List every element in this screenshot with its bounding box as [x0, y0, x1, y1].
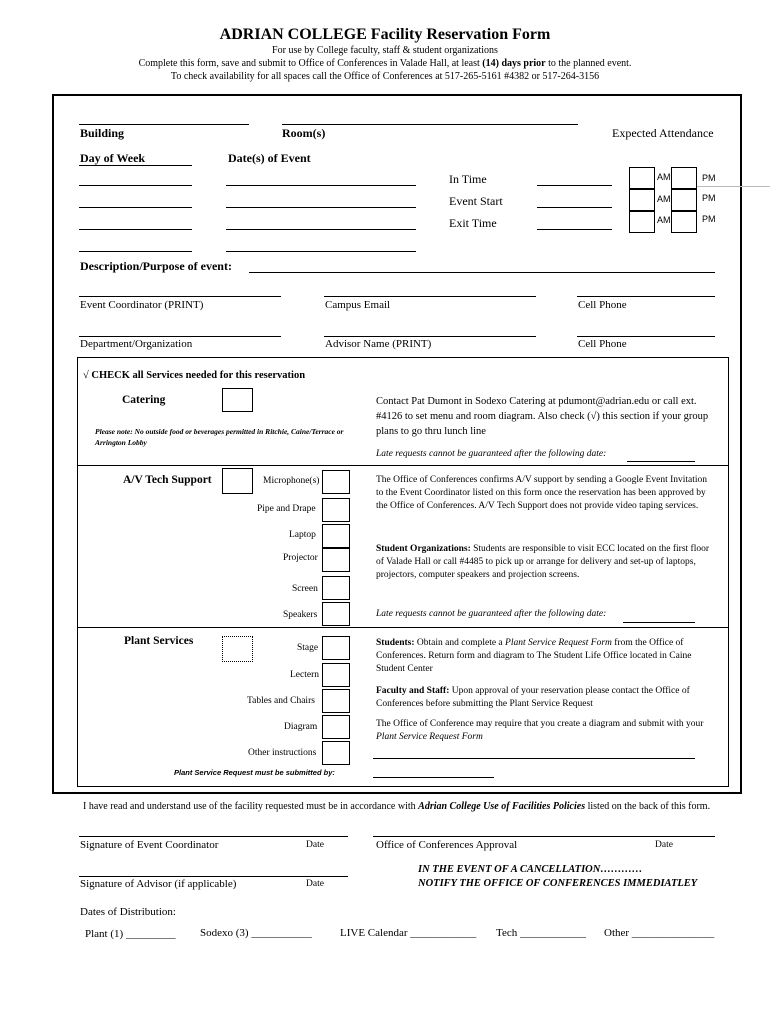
event-start-am-box[interactable] [629, 189, 655, 211]
date-field-2[interactable] [226, 207, 416, 208]
day-field-1[interactable] [79, 185, 192, 186]
office-approval-label: Office of Conferences Approval [376, 839, 518, 851]
plant-item-lectern: Lectern [290, 670, 320, 680]
av-item-microphones: Microphone(s) [263, 476, 320, 486]
plant-item-stage: Stage [297, 643, 319, 653]
day-field-2[interactable] [79, 207, 192, 208]
in-time-pm-box[interactable] [671, 167, 697, 189]
campus-email-field[interactable] [324, 296, 536, 297]
av-divider [77, 627, 729, 628]
in-time-am-box[interactable] [629, 167, 655, 189]
diagram-checkbox[interactable] [322, 715, 350, 739]
rooms-field[interactable] [282, 124, 578, 125]
cancellation-line-1: IN THE EVENT OF A CANCELLATION………… [418, 864, 643, 875]
exit-time-label: Exit Time [449, 216, 497, 230]
plant-item-tables-chairs: Tables and Chairs [247, 696, 315, 706]
dist-plant[interactable]: Plant (1) _________ [85, 928, 176, 940]
dist-sodexo[interactable]: Sodexo (3) ___________ [200, 927, 312, 939]
campus-email-label: Campus Email [325, 299, 391, 311]
tables-chairs-checkbox[interactable] [322, 689, 350, 713]
plant-checkbox[interactable] [222, 636, 253, 662]
projector-checkbox[interactable] [322, 548, 350, 572]
av-checkbox[interactable] [222, 468, 253, 494]
microphones-checkbox[interactable] [322, 470, 350, 494]
plant-item-other: Other instructions [248, 748, 317, 758]
department-label: Department/Organization [80, 338, 193, 350]
description-label: Description/Purpose of event: [80, 259, 232, 273]
av-late-note: Late requests cannot be guaranteed after the following date: [376, 609, 607, 619]
coordinator-signature-field[interactable] [79, 836, 348, 837]
event-start-pm-box[interactable] [671, 189, 697, 211]
plant-submit-date-field[interactable] [373, 777, 494, 778]
av-late-date-field[interactable] [623, 622, 695, 623]
catering-info: Contact Pat Dumont in Sodexo Catering at pdumont@adrian.edu or call ext. #4126 to set menu and room diagram. Also check (√) this section if your group plans to go thru lunch line [376, 396, 709, 437]
av-item-laptop: Laptop [289, 530, 316, 540]
day-underline [79, 165, 192, 166]
exit-time-pm-label: PM [702, 214, 716, 224]
coordinator-signature-label: Signature of Event Coordinator [80, 839, 219, 851]
av-label: A/V Tech Support [123, 474, 212, 486]
catering-label: Catering [122, 394, 166, 406]
advisor-signature-field[interactable] [79, 876, 348, 877]
day-field-4[interactable] [79, 251, 192, 252]
day-of-week-label: Day of Week [80, 151, 146, 165]
exit-time-am-box[interactable] [629, 211, 655, 233]
av-item-screen: Screen [292, 584, 318, 594]
plant-instructions-field[interactable] [373, 758, 695, 759]
acknowledgement: I have read and understand use of the facility requested must be in accordance with Adrian College Use of Facilities Policies listed on the back of this form. [83, 801, 711, 812]
office-date-label: Date [655, 840, 673, 850]
dates-distribution-label: Dates of Distribution: [80, 906, 176, 918]
department-field[interactable] [79, 336, 281, 337]
in-time-field[interactable] [537, 185, 612, 186]
exit-time-field[interactable] [537, 229, 612, 230]
header-line-3: To check availability for all spaces call the Office of Conferences at 517-265-5161 #4382 or 517-264-3156 [170, 71, 600, 82]
laptop-checkbox[interactable] [322, 524, 350, 548]
catering-late-date-field[interactable] [627, 461, 695, 462]
dist-live-calendar[interactable]: LIVE Calendar ____________ [340, 927, 477, 939]
office-approval-field[interactable] [373, 836, 715, 837]
dates-label: Date(s) of Event [228, 151, 311, 165]
event-start-label: Event Start [449, 194, 503, 208]
page-title: ADRIAN COLLEGE Facility Reservation Form [219, 26, 551, 43]
av-info: The Office of Conferences confirms A/V support by sending a Google Event Invitation to the Event Coordinator listed on this form once the reservation has been approved by the Office of Conferences. A/V Tech Support does not provide video taping services. [376, 475, 708, 511]
other-instructions-checkbox[interactable] [322, 741, 350, 765]
cell-phone-field-1[interactable] [577, 296, 715, 297]
coordinator-date-label: Date [306, 840, 324, 850]
building-label: Building [80, 126, 125, 140]
date-field-4[interactable] [226, 251, 416, 252]
pipe-drape-checkbox[interactable] [322, 498, 350, 522]
coordinator-label: Event Coordinator (PRINT) [80, 299, 204, 311]
in-time-label: In Time [449, 172, 487, 186]
date-field-3[interactable] [226, 229, 416, 230]
advisor-date-label: Date [306, 879, 324, 889]
plant-label: Plant Services [124, 635, 194, 647]
day-field-3[interactable] [79, 229, 192, 230]
in-time-pm-label: PM [702, 173, 716, 183]
exit-time-am-label: AM [657, 215, 671, 225]
plant-diagram-info: The Office of Conference may require that you create a diagram and submit with your Plant Service Request Form [376, 719, 704, 742]
lectern-checkbox[interactable] [322, 663, 350, 687]
date-field-1[interactable] [226, 185, 416, 186]
rooms-label: Room(s) [282, 126, 326, 140]
av-item-projector: Projector [283, 553, 318, 563]
speakers-checkbox[interactable] [322, 602, 350, 626]
screen-checkbox[interactable] [322, 576, 350, 600]
header-line-1: For use by College faculty, staff & student organizations [272, 45, 498, 56]
catering-divider [77, 465, 729, 466]
dist-other[interactable]: Other _______________ [604, 927, 715, 939]
av-item-pipe-drape: Pipe and Drape [257, 504, 316, 514]
cell-phone-label-1: Cell Phone [578, 299, 627, 311]
av-item-speakers: Speakers [283, 610, 318, 620]
exit-time-pm-box[interactable] [671, 211, 697, 233]
description-field[interactable] [249, 272, 715, 273]
plant-students-info: Students: Obtain and complete a Plant Service Request Form from the Office of Conferences. Return form and diagram to The Student Life Office located in Caine Student Center [376, 638, 692, 674]
cancellation-line-2: NOTIFY THE OFFICE OF CONFERENCES IMMEDIATLEY [418, 878, 698, 889]
plant-faculty-info: Faculty and Staff: Upon approval of your reservation please contact the Office of Conferences before submitting the Plant Service Request [376, 686, 690, 709]
header-line-2: Complete this form, save and submit to Office of Conferences in Valade Hall, at least (14) days prior to the planned event. [138, 58, 632, 69]
catering-note: Please note: No outside food or beverages permitted in Ritchie, Caine/Terrace or Arrington Lobby [95, 427, 344, 447]
catering-checkbox[interactable] [222, 388, 253, 412]
catering-late-note: Late requests cannot be guaranteed after the following date: [376, 449, 607, 459]
event-start-field[interactable] [537, 207, 612, 208]
plant-submit-note: Plant Service Request must be submitted by: [174, 768, 335, 777]
event-start-am-label: AM [657, 194, 671, 204]
plant-item-diagram: Diagram [284, 722, 318, 732]
advisor-name-label: Advisor Name (PRINT) [325, 338, 432, 350]
cell-phone-label-2: Cell Phone [578, 338, 627, 350]
services-heading: √ CHECK all Services needed for this reservation [83, 370, 306, 381]
faint-guide [697, 186, 770, 187]
dist-tech[interactable]: Tech ____________ [496, 927, 586, 939]
event-start-pm-label: PM [702, 193, 716, 203]
building-field[interactable] [79, 124, 249, 125]
av-student-info: Student Organizations: Students are responsible to visit ECC located on the first floor of Valade Hall or call #4485 to pick up or arrange for delivery and set-up of laptops, projectors, computer speakers and projection screens. [376, 544, 710, 580]
advisor-name-field[interactable] [324, 336, 536, 337]
cell-phone-field-2[interactable] [577, 336, 715, 337]
attendance-label: Expected Attendance [612, 126, 714, 140]
coordinator-field[interactable] [79, 296, 281, 297]
in-time-am-label: AM [657, 172, 671, 182]
stage-checkbox[interactable] [322, 636, 350, 660]
advisor-signature-label: Signature of Advisor (if applicable) [80, 878, 237, 890]
